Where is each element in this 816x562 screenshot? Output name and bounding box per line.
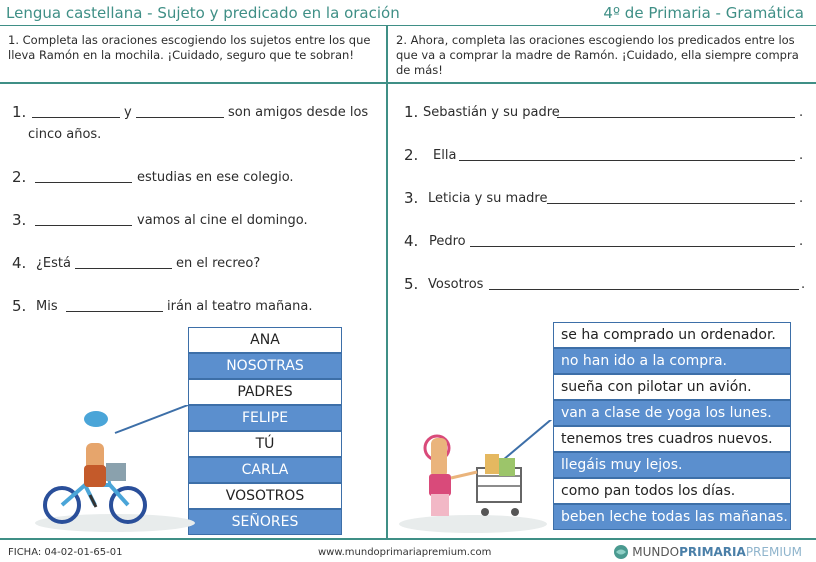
boy-bicycle-illustration xyxy=(30,405,200,537)
item-text: Pedro xyxy=(429,234,466,249)
subject-option[interactable]: ANA xyxy=(188,327,342,353)
logo-word-mundo: MUNDO xyxy=(632,545,680,559)
globe-icon xyxy=(613,544,629,560)
item-text: y xyxy=(124,105,132,120)
predicate-option[interactable]: van a clase de yoga los lunes. xyxy=(553,400,791,426)
item-text: Mis xyxy=(36,299,58,314)
item-text: Ella xyxy=(433,148,457,163)
item-number: 1. xyxy=(12,103,27,121)
instruction-divider xyxy=(0,82,816,84)
instruction-right: 2. Ahora, completa las oraciones escogiendo los predicados entre los que va a comprar la madre de Ramón. ¡Cuidado, ella siempre compra de más! xyxy=(396,33,799,77)
answer-blank[interactable] xyxy=(470,246,795,247)
subject-option[interactable]: FELIPE xyxy=(188,405,342,431)
item-text: cinco años. xyxy=(28,127,102,142)
logo-word-premium: PREMIUM xyxy=(745,545,802,559)
predicate-option[interactable]: no han ido a la compra. xyxy=(553,348,791,374)
item-number: 3. xyxy=(404,189,419,207)
item-end: . xyxy=(799,148,804,163)
girl-cart-illustration xyxy=(395,420,555,538)
subject-option[interactable]: PADRES xyxy=(188,379,342,405)
item-end: . xyxy=(799,105,804,120)
header xyxy=(0,0,816,26)
subject-option[interactable]: VOSOTROS xyxy=(188,483,342,509)
item-number: 4. xyxy=(404,232,419,250)
predicate-option[interactable]: beben leche todas las mañanas. xyxy=(553,504,791,530)
predicate-option[interactable]: se ha comprado un ordenador. xyxy=(553,322,791,348)
subject-option[interactable]: CARLA xyxy=(188,457,342,483)
website-url[interactable]: www.mundoprimariapremium.com xyxy=(318,547,492,558)
instruction-left: 1. Completa las oraciones escogiendo los sujetos entre los que lleva Ramón en la mochila. ¡Cuidado, seguro que te sobran! xyxy=(8,33,371,62)
item-text: Vosotros xyxy=(428,277,484,292)
item-number: 2. xyxy=(12,168,27,186)
answer-blank[interactable] xyxy=(557,117,795,118)
footer-divider xyxy=(0,538,816,540)
answer-blank[interactable] xyxy=(35,225,132,226)
item-number: 1. xyxy=(404,103,419,121)
answer-blank[interactable] xyxy=(35,182,132,183)
subject-option[interactable]: TÚ xyxy=(188,431,342,457)
brand-logo xyxy=(613,544,802,560)
subject-title: Lengua castellana - Sujeto y predicado en la oración xyxy=(6,4,400,22)
answer-blank[interactable] xyxy=(66,311,163,312)
item-text: en el recreo? xyxy=(176,256,261,271)
predicate-option[interactable]: sueña con pilotar un avión. xyxy=(553,374,791,400)
item-text: estudias en ese colegio. xyxy=(137,170,294,185)
item-end: . xyxy=(801,277,806,292)
item-end: . xyxy=(799,191,804,206)
item-number: 3. xyxy=(12,211,27,229)
item-number: 5. xyxy=(12,297,27,315)
subject-option[interactable]: SEÑORES xyxy=(188,509,342,535)
item-text: irán al teatro mañana. xyxy=(167,299,313,314)
logo-word-primaria: PRIMARIA xyxy=(679,545,746,559)
predicate-option[interactable]: llegáis muy lejos. xyxy=(553,452,791,478)
grade-title: 4º de Primaria - Gramática xyxy=(603,4,804,22)
answer-blank[interactable] xyxy=(547,203,795,204)
answer-blank[interactable] xyxy=(459,160,795,161)
answer-blank[interactable] xyxy=(75,268,172,269)
answer-blank[interactable] xyxy=(32,117,120,118)
predicate-option[interactable]: tenemos tres cuadros nuevos. xyxy=(553,426,791,452)
item-text: ¿Está xyxy=(36,256,71,271)
answer-blank[interactable] xyxy=(136,117,224,118)
item-text: vamos al cine el domingo. xyxy=(137,213,308,228)
answer-blank[interactable] xyxy=(489,289,799,290)
subject-option[interactable]: NOSOTRAS xyxy=(188,353,342,379)
item-text: Sebastián y su padre xyxy=(423,105,560,120)
predicate-option[interactable]: como pan todos los días. xyxy=(553,478,791,504)
item-number: 2. xyxy=(404,146,419,164)
column-divider xyxy=(386,26,388,538)
ficha-code: FICHA: 04-02-01-65-01 xyxy=(8,547,123,558)
item-number: 5. xyxy=(404,275,419,293)
item-end: . xyxy=(799,234,804,249)
item-text: son amigos desde los xyxy=(228,105,369,120)
item-number: 4. xyxy=(12,254,27,272)
item-text: Leticia y su madre xyxy=(428,191,548,206)
